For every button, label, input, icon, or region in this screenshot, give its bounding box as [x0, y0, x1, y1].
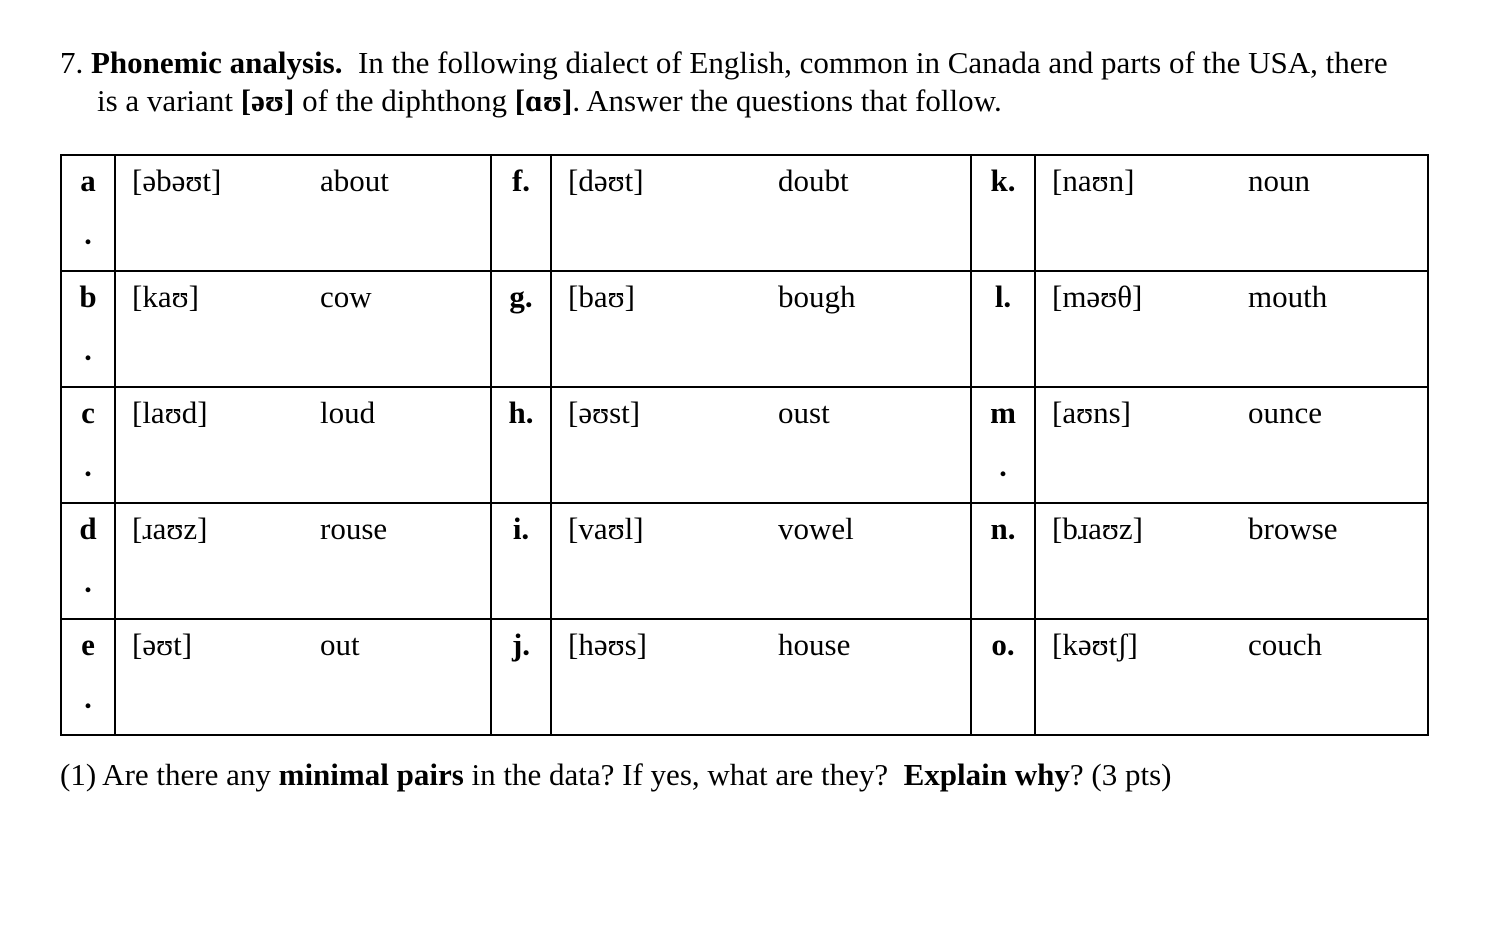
english-gloss: loud: [320, 395, 376, 430]
item-label: a: [80, 163, 96, 198]
item-label-cell: [971, 619, 1035, 735]
item-label-cell: [491, 387, 551, 503]
ipa-transcription: [naʊn]: [1052, 163, 1135, 198]
item-label-dot: .: [84, 566, 92, 599]
english-gloss: out: [320, 627, 360, 662]
item-label: h.: [508, 395, 534, 430]
diphthong-symbol: [ɑʊ]: [514, 83, 573, 118]
question-text-3: of the diphthong: [302, 83, 507, 118]
item-label: g.: [509, 279, 533, 314]
item-cell: [115, 387, 491, 503]
question-title: Phonemic analysis.: [91, 45, 343, 80]
item-label-cell: [491, 503, 551, 619]
item-label: l.: [994, 279, 1012, 314]
item-cell: [1035, 387, 1428, 503]
question-7: [60, 44, 1460, 120]
sub-question-suffix: ? (3 pts): [1069, 757, 1172, 792]
ipa-transcription: [əʊst]: [568, 395, 641, 430]
item-label-cell: [971, 155, 1035, 271]
item-label: i.: [512, 511, 530, 546]
item-label-dot: .: [84, 218, 92, 251]
ipa-transcription: [bɹaʊz]: [1052, 511, 1144, 546]
ipa-transcription: [laʊd]: [132, 395, 208, 430]
item-cell: [115, 503, 491, 619]
table-body: [61, 155, 1428, 735]
item-label: f.: [511, 163, 531, 198]
item-cell: [1035, 503, 1428, 619]
item-cell: [1035, 155, 1428, 271]
english-gloss: noun: [1248, 163, 1310, 198]
item-label-dot: .: [84, 450, 92, 483]
item-label: d: [79, 511, 97, 546]
item-cell: [551, 155, 971, 271]
item-label-cell: [491, 619, 551, 735]
item-label-cell: [61, 155, 115, 271]
item-label: b: [79, 279, 97, 314]
ipa-transcription: [kəʊtʃ]: [1052, 627, 1138, 662]
item-cell: [551, 619, 971, 735]
item-label-cell: [971, 387, 1035, 503]
table-row: [61, 387, 1428, 503]
item-label-dot: .: [84, 334, 92, 367]
english-gloss: couch: [1248, 627, 1323, 662]
question-text-1: In the following dialect of English, common in Canada and parts of the USA, there: [357, 45, 1388, 80]
question-line-2: [60, 82, 1460, 120]
item-label-cell: [491, 155, 551, 271]
question-number: 7.: [60, 45, 84, 80]
question-line-1: [60, 44, 1460, 82]
sub-question-1: [60, 756, 1171, 794]
item-cell: [1035, 271, 1428, 387]
item-label-cell: [61, 619, 115, 735]
table-row: [61, 271, 1428, 387]
item-label-cell: [61, 387, 115, 503]
ipa-transcription: [aʊns]: [1052, 395, 1131, 430]
item-label: m: [990, 395, 1016, 430]
item-label-cell: [61, 503, 115, 619]
ipa-transcription: [baʊ]: [568, 279, 635, 314]
question-text-2: is a variant: [97, 83, 234, 118]
ipa-transcription: [həʊs]: [568, 627, 647, 662]
table-row: [61, 155, 1428, 271]
ipa-transcription: [əʊt]: [132, 627, 193, 662]
item-label-cell: [971, 271, 1035, 387]
item-label: c: [81, 395, 95, 430]
ipa-transcription: [dəʊt]: [568, 163, 644, 198]
table-row: [61, 503, 1428, 619]
item-label-cell: [491, 271, 551, 387]
english-gloss: browse: [1248, 511, 1338, 546]
item-label-dot: .: [999, 450, 1007, 483]
english-gloss: bough: [778, 279, 856, 314]
english-gloss: mouth: [1248, 279, 1328, 314]
item-label: e: [81, 627, 95, 662]
ipa-transcription: [məʊθ]: [1052, 279, 1143, 314]
question-text-4: . Answer the questions that follow.: [572, 83, 1002, 118]
table-row: [61, 619, 1428, 735]
item-cell: [1035, 619, 1428, 735]
english-gloss: vowel: [778, 511, 854, 546]
ipa-transcription: [əbəʊt]: [132, 163, 222, 198]
item-label-cell: [61, 271, 115, 387]
ipa-transcription: [kaʊ]: [132, 279, 199, 314]
sub-question-prefix: (1) Are there any: [60, 757, 271, 792]
english-gloss: about: [320, 163, 389, 198]
item-cell: [551, 271, 971, 387]
variant-symbol: [əʊ]: [240, 83, 295, 118]
item-label-dot: .: [84, 682, 92, 715]
item-label: n.: [990, 511, 1016, 546]
item-cell: [551, 503, 971, 619]
ipa-transcription: [ɹaʊz]: [132, 511, 208, 546]
data-table: [60, 154, 1429, 736]
ipa-transcription: [vaʊl]: [568, 511, 644, 546]
english-gloss: rouse: [320, 511, 388, 546]
item-cell: [551, 387, 971, 503]
item-cell: [115, 271, 491, 387]
item-label: j.: [511, 627, 531, 662]
english-gloss: oust: [778, 395, 830, 430]
item-label: o.: [991, 627, 1015, 662]
sub-question-middle: in the data? If yes, what are they?: [471, 757, 889, 792]
english-gloss: cow: [320, 279, 372, 314]
english-gloss: ounce: [1248, 395, 1323, 430]
english-gloss: house: [778, 627, 851, 662]
item-label: k.: [990, 163, 1016, 198]
item-cell: [115, 619, 491, 735]
sub-question-bold-2: Explain why: [903, 757, 1070, 792]
item-label-cell: [971, 503, 1035, 619]
item-cell: [115, 155, 491, 271]
english-gloss: doubt: [778, 163, 849, 198]
sub-question-bold-1: minimal pairs: [278, 757, 464, 792]
